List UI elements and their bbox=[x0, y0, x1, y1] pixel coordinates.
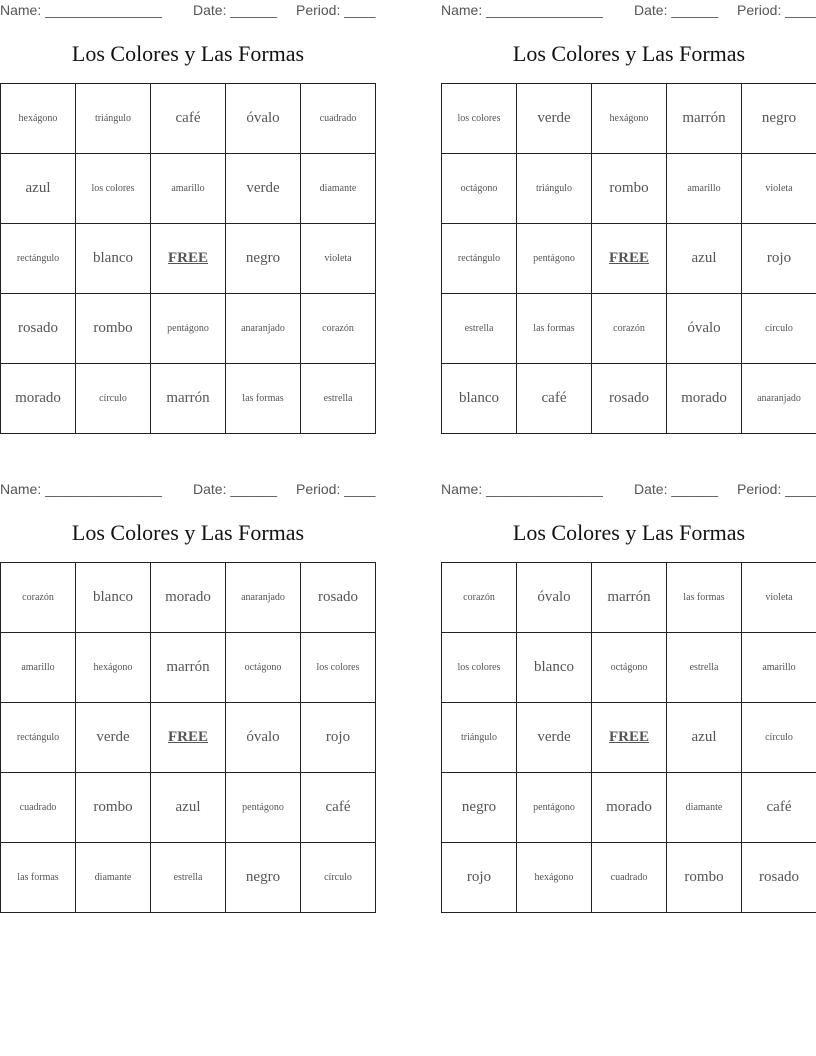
bingo-cell: óvalo bbox=[226, 84, 301, 154]
bingo-cell: rectángulo bbox=[1, 703, 76, 773]
bingo-row bbox=[1, 294, 376, 364]
bingo-cell: negro bbox=[226, 843, 301, 913]
bingo-cell: café bbox=[742, 773, 816, 843]
free-space-cell: FREE bbox=[592, 224, 667, 294]
bingo-cell: óvalo bbox=[226, 703, 301, 773]
bingo-cell: marrón bbox=[151, 364, 226, 434]
bingo-row bbox=[1, 773, 376, 843]
bingo-row bbox=[1, 154, 376, 224]
bingo-cell: triángulo bbox=[76, 84, 151, 154]
date-field: Date: ______ bbox=[193, 481, 278, 497]
bingo-cell: diamante bbox=[301, 154, 376, 224]
bingo-cell: blanco bbox=[76, 224, 151, 294]
bingo-cell: violeta bbox=[301, 224, 376, 294]
period-field: Period: ____ bbox=[296, 2, 376, 18]
bingo-cell: anaranjado bbox=[742, 364, 816, 434]
bingo-cell: círculo bbox=[76, 364, 151, 434]
bingo-cell: estrella bbox=[442, 294, 517, 364]
name-field: Name: _______________ bbox=[441, 481, 603, 497]
student-info-header bbox=[0, 481, 376, 499]
bingo-card bbox=[0, 0, 376, 440]
bingo-cell: rectángulo bbox=[442, 224, 517, 294]
bingo-cell: morado bbox=[1, 364, 76, 434]
bingo-cell: triángulo bbox=[442, 703, 517, 773]
bingo-cell: marrón bbox=[151, 633, 226, 703]
student-info-header bbox=[441, 481, 816, 499]
bingo-row bbox=[1, 224, 376, 294]
bingo-cell: violeta bbox=[742, 154, 816, 224]
bingo-cell: rombo bbox=[592, 154, 667, 224]
bingo-row bbox=[1, 364, 376, 434]
bingo-cell: verde bbox=[517, 703, 592, 773]
card-title: Los Colores y Las Formas bbox=[512, 520, 746, 545]
bingo-row bbox=[442, 364, 816, 434]
bingo-cell: azul bbox=[151, 773, 226, 843]
name-field: Name: _______________ bbox=[441, 2, 603, 18]
bingo-cell: triángulo bbox=[517, 154, 592, 224]
free-space-cell: FREE bbox=[151, 703, 226, 773]
bingo-row bbox=[442, 154, 816, 224]
bingo-cell: blanco bbox=[76, 563, 151, 633]
bingo-row bbox=[442, 633, 816, 703]
bingo-card bbox=[441, 0, 816, 440]
bingo-cell: rosado bbox=[592, 364, 667, 434]
card-title: Los Colores y Las Formas bbox=[512, 41, 746, 66]
bingo-cell: amarillo bbox=[742, 633, 816, 703]
bingo-cell: amarillo bbox=[667, 154, 742, 224]
bingo-cell: blanco bbox=[517, 633, 592, 703]
student-info-header bbox=[0, 2, 376, 20]
bingo-cell: octágono bbox=[226, 633, 301, 703]
bingo-grid bbox=[441, 562, 816, 913]
bingo-cell: octágono bbox=[592, 633, 667, 703]
bingo-cell: los colores bbox=[442, 84, 517, 154]
bingo-cell: morado bbox=[667, 364, 742, 434]
bingo-cell: los colores bbox=[76, 154, 151, 224]
bingo-cell: rosado bbox=[742, 843, 816, 913]
bingo-grid bbox=[0, 83, 376, 434]
bingo-row bbox=[442, 84, 816, 154]
bingo-cell: hexágono bbox=[517, 843, 592, 913]
bingo-cell: morado bbox=[592, 773, 667, 843]
bingo-cell: morado bbox=[151, 563, 226, 633]
bingo-cell: negro bbox=[742, 84, 816, 154]
bingo-row bbox=[442, 773, 816, 843]
free-space-cell: FREE bbox=[592, 703, 667, 773]
date-field: Date: ______ bbox=[634, 2, 719, 18]
bingo-cell: café bbox=[301, 773, 376, 843]
bingo-cell: rosado bbox=[1, 294, 76, 364]
bingo-cell: diamante bbox=[667, 773, 742, 843]
bingo-cell: óvalo bbox=[517, 563, 592, 633]
bingo-cell: corazón bbox=[592, 294, 667, 364]
bingo-cell: azul bbox=[1, 154, 76, 224]
bingo-row bbox=[1, 843, 376, 913]
bingo-grid bbox=[0, 562, 376, 913]
card-title: Los Colores y Las Formas bbox=[71, 520, 305, 545]
bingo-row bbox=[1, 563, 376, 633]
bingo-row bbox=[442, 843, 816, 913]
bingo-cell: pentágono bbox=[226, 773, 301, 843]
bingo-row bbox=[442, 224, 816, 294]
bingo-cell: los colores bbox=[442, 633, 517, 703]
bingo-card bbox=[441, 479, 816, 919]
bingo-grid bbox=[441, 83, 816, 434]
bingo-cell: rombo bbox=[667, 843, 742, 913]
bingo-cell: verde bbox=[226, 154, 301, 224]
bingo-cell: círculo bbox=[301, 843, 376, 913]
period-field: Period: ____ bbox=[737, 481, 816, 497]
bingo-row bbox=[442, 563, 816, 633]
bingo-cell: las formas bbox=[667, 563, 742, 633]
bingo-cell: verde bbox=[517, 84, 592, 154]
bingo-cell: verde bbox=[76, 703, 151, 773]
card-title: Los Colores y Las Formas bbox=[71, 41, 305, 66]
bingo-cell: negro bbox=[226, 224, 301, 294]
bingo-cell: estrella bbox=[151, 843, 226, 913]
bingo-cell: cuadrado bbox=[301, 84, 376, 154]
bingo-cell: anaranjado bbox=[226, 563, 301, 633]
bingo-cell: marrón bbox=[592, 563, 667, 633]
bingo-cell: estrella bbox=[301, 364, 376, 434]
bingo-cell: hexágono bbox=[592, 84, 667, 154]
bingo-row bbox=[1, 703, 376, 773]
bingo-row bbox=[1, 633, 376, 703]
bingo-cell: blanco bbox=[442, 364, 517, 434]
bingo-cell: café bbox=[151, 84, 226, 154]
bingo-cell: marrón bbox=[667, 84, 742, 154]
bingo-row bbox=[1, 84, 376, 154]
bingo-cell: rectángulo bbox=[1, 224, 76, 294]
bingo-cell: rombo bbox=[76, 294, 151, 364]
bingo-cell: los colores bbox=[301, 633, 376, 703]
bingo-cell: círculo bbox=[742, 294, 816, 364]
bingo-cell: amarillo bbox=[1, 633, 76, 703]
bingo-cell: cuadrado bbox=[1, 773, 76, 843]
bingo-cell: las formas bbox=[517, 294, 592, 364]
bingo-cell: rojo bbox=[742, 224, 816, 294]
bingo-cell: las formas bbox=[226, 364, 301, 434]
bingo-cell: las formas bbox=[1, 843, 76, 913]
period-field: Period: ____ bbox=[296, 481, 376, 497]
bingo-cell: violeta bbox=[742, 563, 816, 633]
bingo-cell: amarillo bbox=[151, 154, 226, 224]
bingo-cell: círculo bbox=[742, 703, 816, 773]
bingo-cell: anaranjado bbox=[226, 294, 301, 364]
bingo-cell: pentágono bbox=[517, 773, 592, 843]
bingo-cell: hexágono bbox=[1, 84, 76, 154]
name-field: Name: _______________ bbox=[0, 2, 162, 18]
student-info-header bbox=[441, 2, 816, 20]
bingo-row bbox=[442, 294, 816, 364]
bingo-cell: corazón bbox=[301, 294, 376, 364]
free-space-cell: FREE bbox=[151, 224, 226, 294]
bingo-row bbox=[442, 703, 816, 773]
bingo-cell: rombo bbox=[76, 773, 151, 843]
bingo-card bbox=[0, 479, 376, 919]
bingo-cell: pentágono bbox=[151, 294, 226, 364]
bingo-cell: óvalo bbox=[667, 294, 742, 364]
bingo-cell: rosado bbox=[301, 563, 376, 633]
name-field: Name: _______________ bbox=[0, 481, 162, 497]
bingo-cell: octágono bbox=[442, 154, 517, 224]
bingo-cell: negro bbox=[442, 773, 517, 843]
bingo-cell: estrella bbox=[667, 633, 742, 703]
bingo-cell: corazón bbox=[1, 563, 76, 633]
date-field: Date: ______ bbox=[634, 481, 719, 497]
bingo-cell: rojo bbox=[442, 843, 517, 913]
date-field: Date: ______ bbox=[193, 2, 278, 18]
bingo-cell: hexágono bbox=[76, 633, 151, 703]
bingo-cell: azul bbox=[667, 224, 742, 294]
bingo-cell: corazón bbox=[442, 563, 517, 633]
bingo-cell: azul bbox=[667, 703, 742, 773]
bingo-cell: cuadrado bbox=[592, 843, 667, 913]
period-field: Period: ____ bbox=[737, 2, 816, 18]
bingo-cell: pentágono bbox=[517, 224, 592, 294]
bingo-cell: diamante bbox=[76, 843, 151, 913]
bingo-cell: rojo bbox=[301, 703, 376, 773]
bingo-cell: café bbox=[517, 364, 592, 434]
